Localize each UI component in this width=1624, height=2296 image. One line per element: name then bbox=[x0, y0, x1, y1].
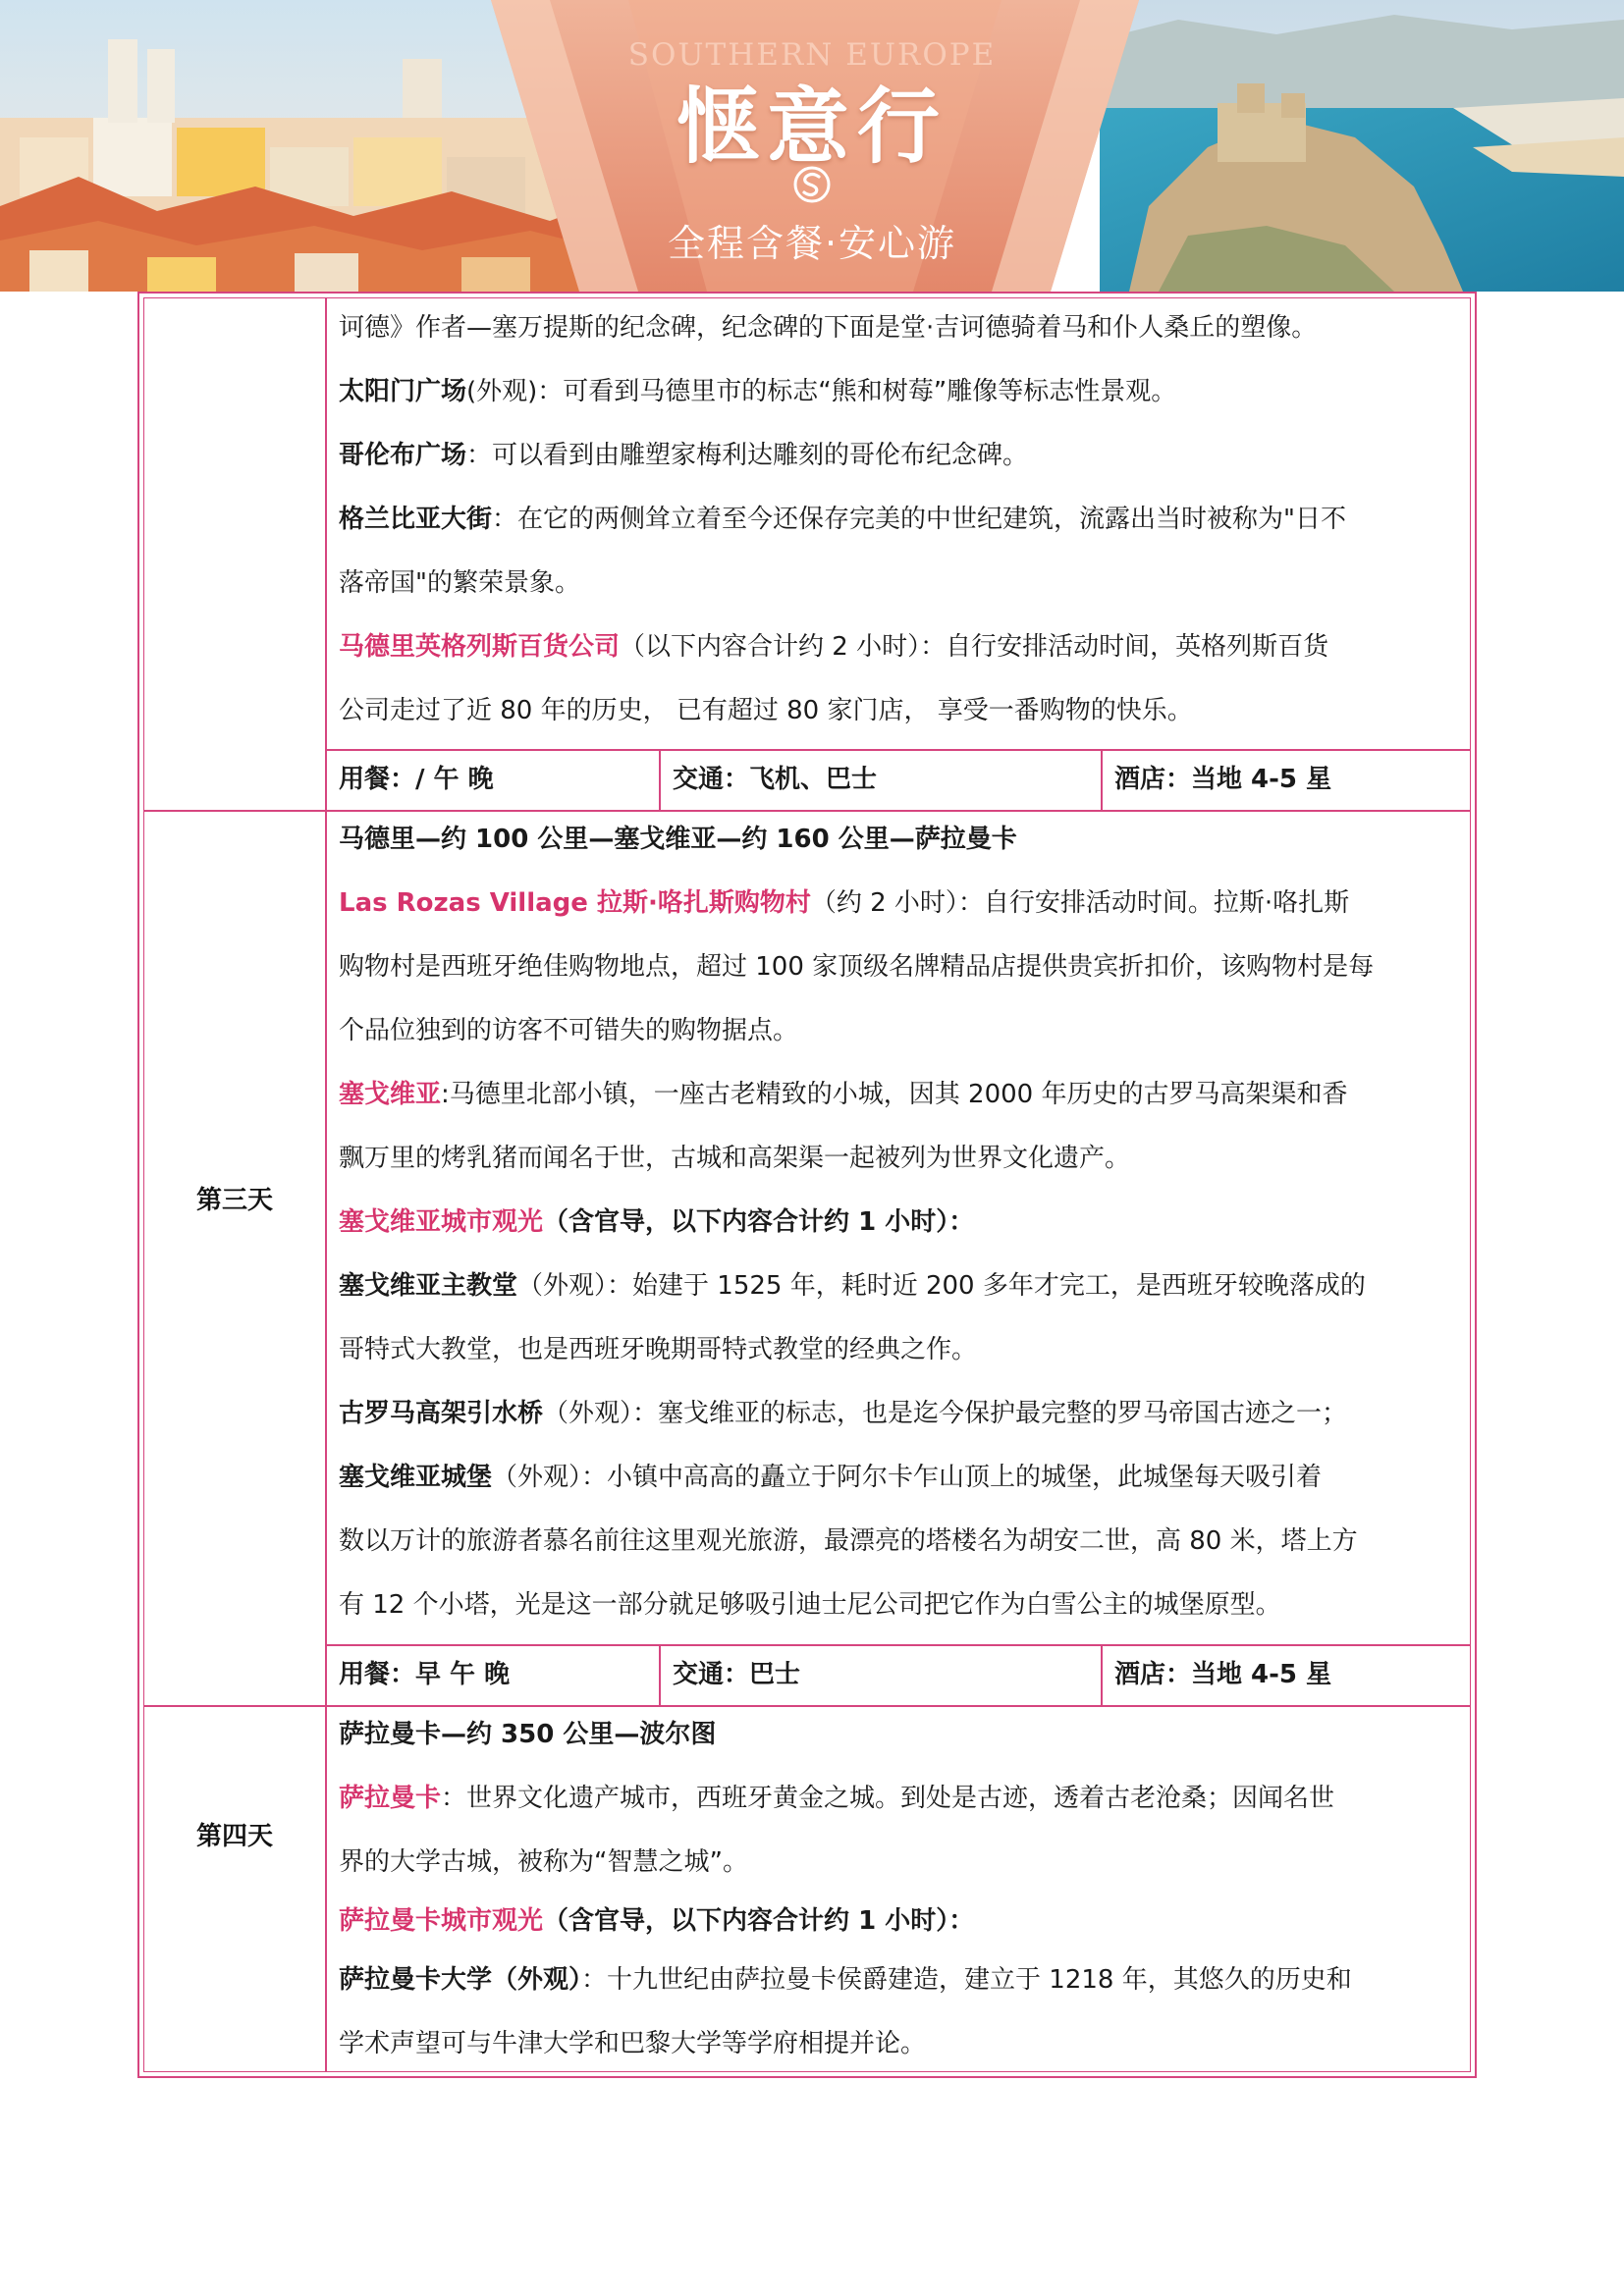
banner-subtitle-english: SOUTHERN EUROPE bbox=[627, 37, 997, 73]
line-text: 学术声望可与牛津大学和巴黎大学等学府相提并论。 bbox=[339, 2029, 927, 2058]
tour-note: （含官导，以下内容合计约 1 小时）： bbox=[543, 1207, 975, 1237]
transport-info: 交通：飞机、巴士 bbox=[673, 765, 878, 794]
day3-line-3 bbox=[339, 947, 1474, 987]
itinerary-table bbox=[137, 292, 1477, 2078]
sight-name-segovia-cathedral: 塞戈维亚主教堂 bbox=[339, 1271, 518, 1301]
day3-route bbox=[339, 820, 1474, 859]
day4-line-3 bbox=[339, 1842, 1474, 1882]
day4-line-5 bbox=[339, 1960, 1474, 2000]
meals-info: 用餐：早 午 晚 bbox=[339, 1660, 511, 1689]
line-text: 落帝国"的繁荣景象。 bbox=[339, 568, 580, 598]
emblem-icon bbox=[792, 165, 832, 204]
highlight-segovia: 塞戈维亚 bbox=[339, 1080, 442, 1109]
day3-line-12 bbox=[339, 1522, 1474, 1561]
cell-divider bbox=[1101, 1644, 1103, 1705]
highlight-salamanca: 萨拉曼卡 bbox=[339, 1784, 442, 1813]
day3-line-4 bbox=[339, 1011, 1474, 1050]
day4-line-6 bbox=[339, 2024, 1474, 2063]
sight-name-puerta-del-sol: 太阳门广场 bbox=[339, 377, 467, 406]
day3-line-13 bbox=[339, 1585, 1474, 1625]
day4-line-4 bbox=[339, 1901, 1474, 1941]
meals-info: 用餐：/ 午 晚 bbox=[339, 765, 494, 794]
continuation-line-3 bbox=[339, 436, 1474, 475]
day3-line-2 bbox=[339, 883, 1474, 923]
line-text: （以下内容合计约 2 小时）：自行安排活动时间，英格列斯百货 bbox=[620, 632, 1329, 662]
day3-line-7 bbox=[339, 1202, 1474, 1242]
route-heading: 萨拉曼卡—约 350 公里—波尔图 bbox=[339, 1720, 717, 1749]
sight-name-aqueduct: 古罗马高架引水桥 bbox=[339, 1399, 544, 1428]
day3-line-5 bbox=[339, 1075, 1474, 1114]
row-divider bbox=[325, 749, 1470, 751]
line-text: 购物村是西班牙绝佳购物地点，超过 100 家顶级名牌精品店提供贵宾折扣价，该购物村是每 bbox=[339, 952, 1375, 982]
highlight-el-corte-ingles: 马德里英格列斯百货公司 bbox=[339, 632, 621, 662]
banner-tagline: 全程含餐·安心游 bbox=[667, 222, 957, 265]
line-text: 有 12 个小塔，光是这一部分就足够吸引迪士尼公司把它作为白雪公主的城堡原型。 bbox=[339, 1590, 1281, 1620]
banner-title: 惬意行 bbox=[676, 78, 947, 175]
line-text: 飘万里的烤乳猪而闻名于世，古城和高架渠一起被列为世界文化遗产。 bbox=[339, 1144, 1131, 1173]
highlight-las-rozas-village: Las Rozas Village 拉斯·咯扎斯购物村 bbox=[339, 888, 811, 918]
hotel-info: 酒店：当地 4-5 星 bbox=[1114, 1660, 1332, 1689]
continuation-line-4 bbox=[339, 500, 1474, 539]
day-column-divider bbox=[325, 298, 327, 2071]
sight-name-salamanca-university: 萨拉曼卡大学（外观） bbox=[339, 1965, 582, 1995]
continuation-line-1 bbox=[339, 308, 1474, 347]
line-text: 哥特式大教堂，也是西班牙晚期哥特式教堂的经典之作。 bbox=[339, 1335, 978, 1364]
day3-line-6 bbox=[339, 1139, 1474, 1178]
line-text: ：世界文化遗产城市，西班牙黄金之城。到处是古迹，透着古老沧桑；因闻名世 bbox=[441, 1784, 1335, 1813]
line-text: 界的大学古城，被称为“智慧之城”。 bbox=[339, 1847, 748, 1877]
day-divider bbox=[144, 1705, 1470, 1707]
sight-name-gran-via: 格兰比亚大街 bbox=[339, 505, 493, 534]
tour-note: （含官导，以下内容合计约 1 小时）： bbox=[543, 1906, 975, 1936]
cell-divider bbox=[659, 1644, 661, 1705]
line-text: 个品位独到的访客不可错失的购物据点。 bbox=[339, 1016, 799, 1045]
highlight-salamanca-city-tour: 萨拉曼卡城市观光 bbox=[339, 1906, 544, 1936]
continuation-line-6 bbox=[339, 627, 1474, 667]
sight-name-alcazar: 塞戈维亚城堡 bbox=[339, 1463, 493, 1492]
line-text: （外观）：始建于 1525 年，耗时近 200 多年才完工，是西班牙较晚落成的 bbox=[517, 1271, 1366, 1301]
day4-route bbox=[339, 1715, 1474, 1754]
day3-line-10 bbox=[339, 1394, 1474, 1433]
transport-info: 交通：巴士 bbox=[673, 1660, 801, 1689]
line-text: （外观）：塞戈维亚的标志，也是迄今保护最完整的罗马帝国古迹之一； bbox=[543, 1399, 1348, 1428]
sight-name-plaza-colon: 哥伦布广场 bbox=[339, 441, 467, 470]
continuation-line-5 bbox=[339, 563, 1474, 603]
header-banner bbox=[0, 0, 1624, 292]
line-text: （外观）：小镇中高高的矗立于阿尔卡乍山顶上的城堡，此城堡每天吸引着 bbox=[492, 1463, 1323, 1492]
cell-divider bbox=[1101, 749, 1103, 810]
line-text: ：可以看到由雕塑家梅利达雕刻的哥伦布纪念碑。 bbox=[466, 441, 1029, 470]
day3-line-9 bbox=[339, 1330, 1474, 1369]
day4-line-2 bbox=[339, 1779, 1474, 1818]
day-label-3: 第三天 bbox=[195, 1186, 273, 1215]
line-text: :马德里北部小镇，一座古老精致的小城，因其 2000 年历史的古罗马高架渠和香 bbox=[441, 1080, 1348, 1109]
day-label-4: 第四天 bbox=[195, 1822, 273, 1851]
itinerary-table-inner bbox=[143, 297, 1471, 2072]
continuation-line-2 bbox=[339, 372, 1474, 411]
day-divider bbox=[144, 810, 1470, 812]
route-heading: 马德里—约 100 公里—塞戈维亚—约 160 公里—萨拉曼卡 bbox=[339, 825, 1017, 854]
line-text: ：十九世纪由萨拉曼卡侯爵建造，建立于 1218 年，其悠久的历史和 bbox=[581, 1965, 1352, 1995]
line-text: ：在它的两侧耸立着至今还保存完美的中世纪建筑，流露出当时被称为"日不 bbox=[492, 505, 1346, 534]
day3-line-8 bbox=[339, 1266, 1474, 1306]
day3-line-11 bbox=[339, 1458, 1474, 1497]
line-text: （约 2 小时）：自行安排活动时间。拉斯·咯扎斯 bbox=[810, 888, 1350, 918]
row-divider bbox=[325, 1644, 1470, 1646]
cell-divider bbox=[659, 749, 661, 810]
continuation-line-7 bbox=[339, 691, 1474, 730]
line-text: (外观)：可看到马德里市的标志“熊和树莓”雕像等标志性景观。 bbox=[466, 377, 1177, 406]
line-text: 数以万计的旅游者慕名前往这里观光旅游，最漂亮的塔楼名为胡安二世，高 80 米，塔上方 bbox=[339, 1526, 1358, 1556]
line-text: 公司走过了近 80 年的历史， 已有超过 80 家门店， 享受一番购物的快乐。 bbox=[339, 696, 1193, 725]
line-text: 诃德》作者—塞万提斯的纪念碑，纪念碑的下面是堂·吉诃德骑着马和仆人桑丘的塑像。 bbox=[339, 313, 1318, 343]
hotel-info: 酒店：当地 4-5 星 bbox=[1114, 765, 1332, 794]
highlight-segovia-city-tour: 塞戈维亚城市观光 bbox=[339, 1207, 544, 1237]
